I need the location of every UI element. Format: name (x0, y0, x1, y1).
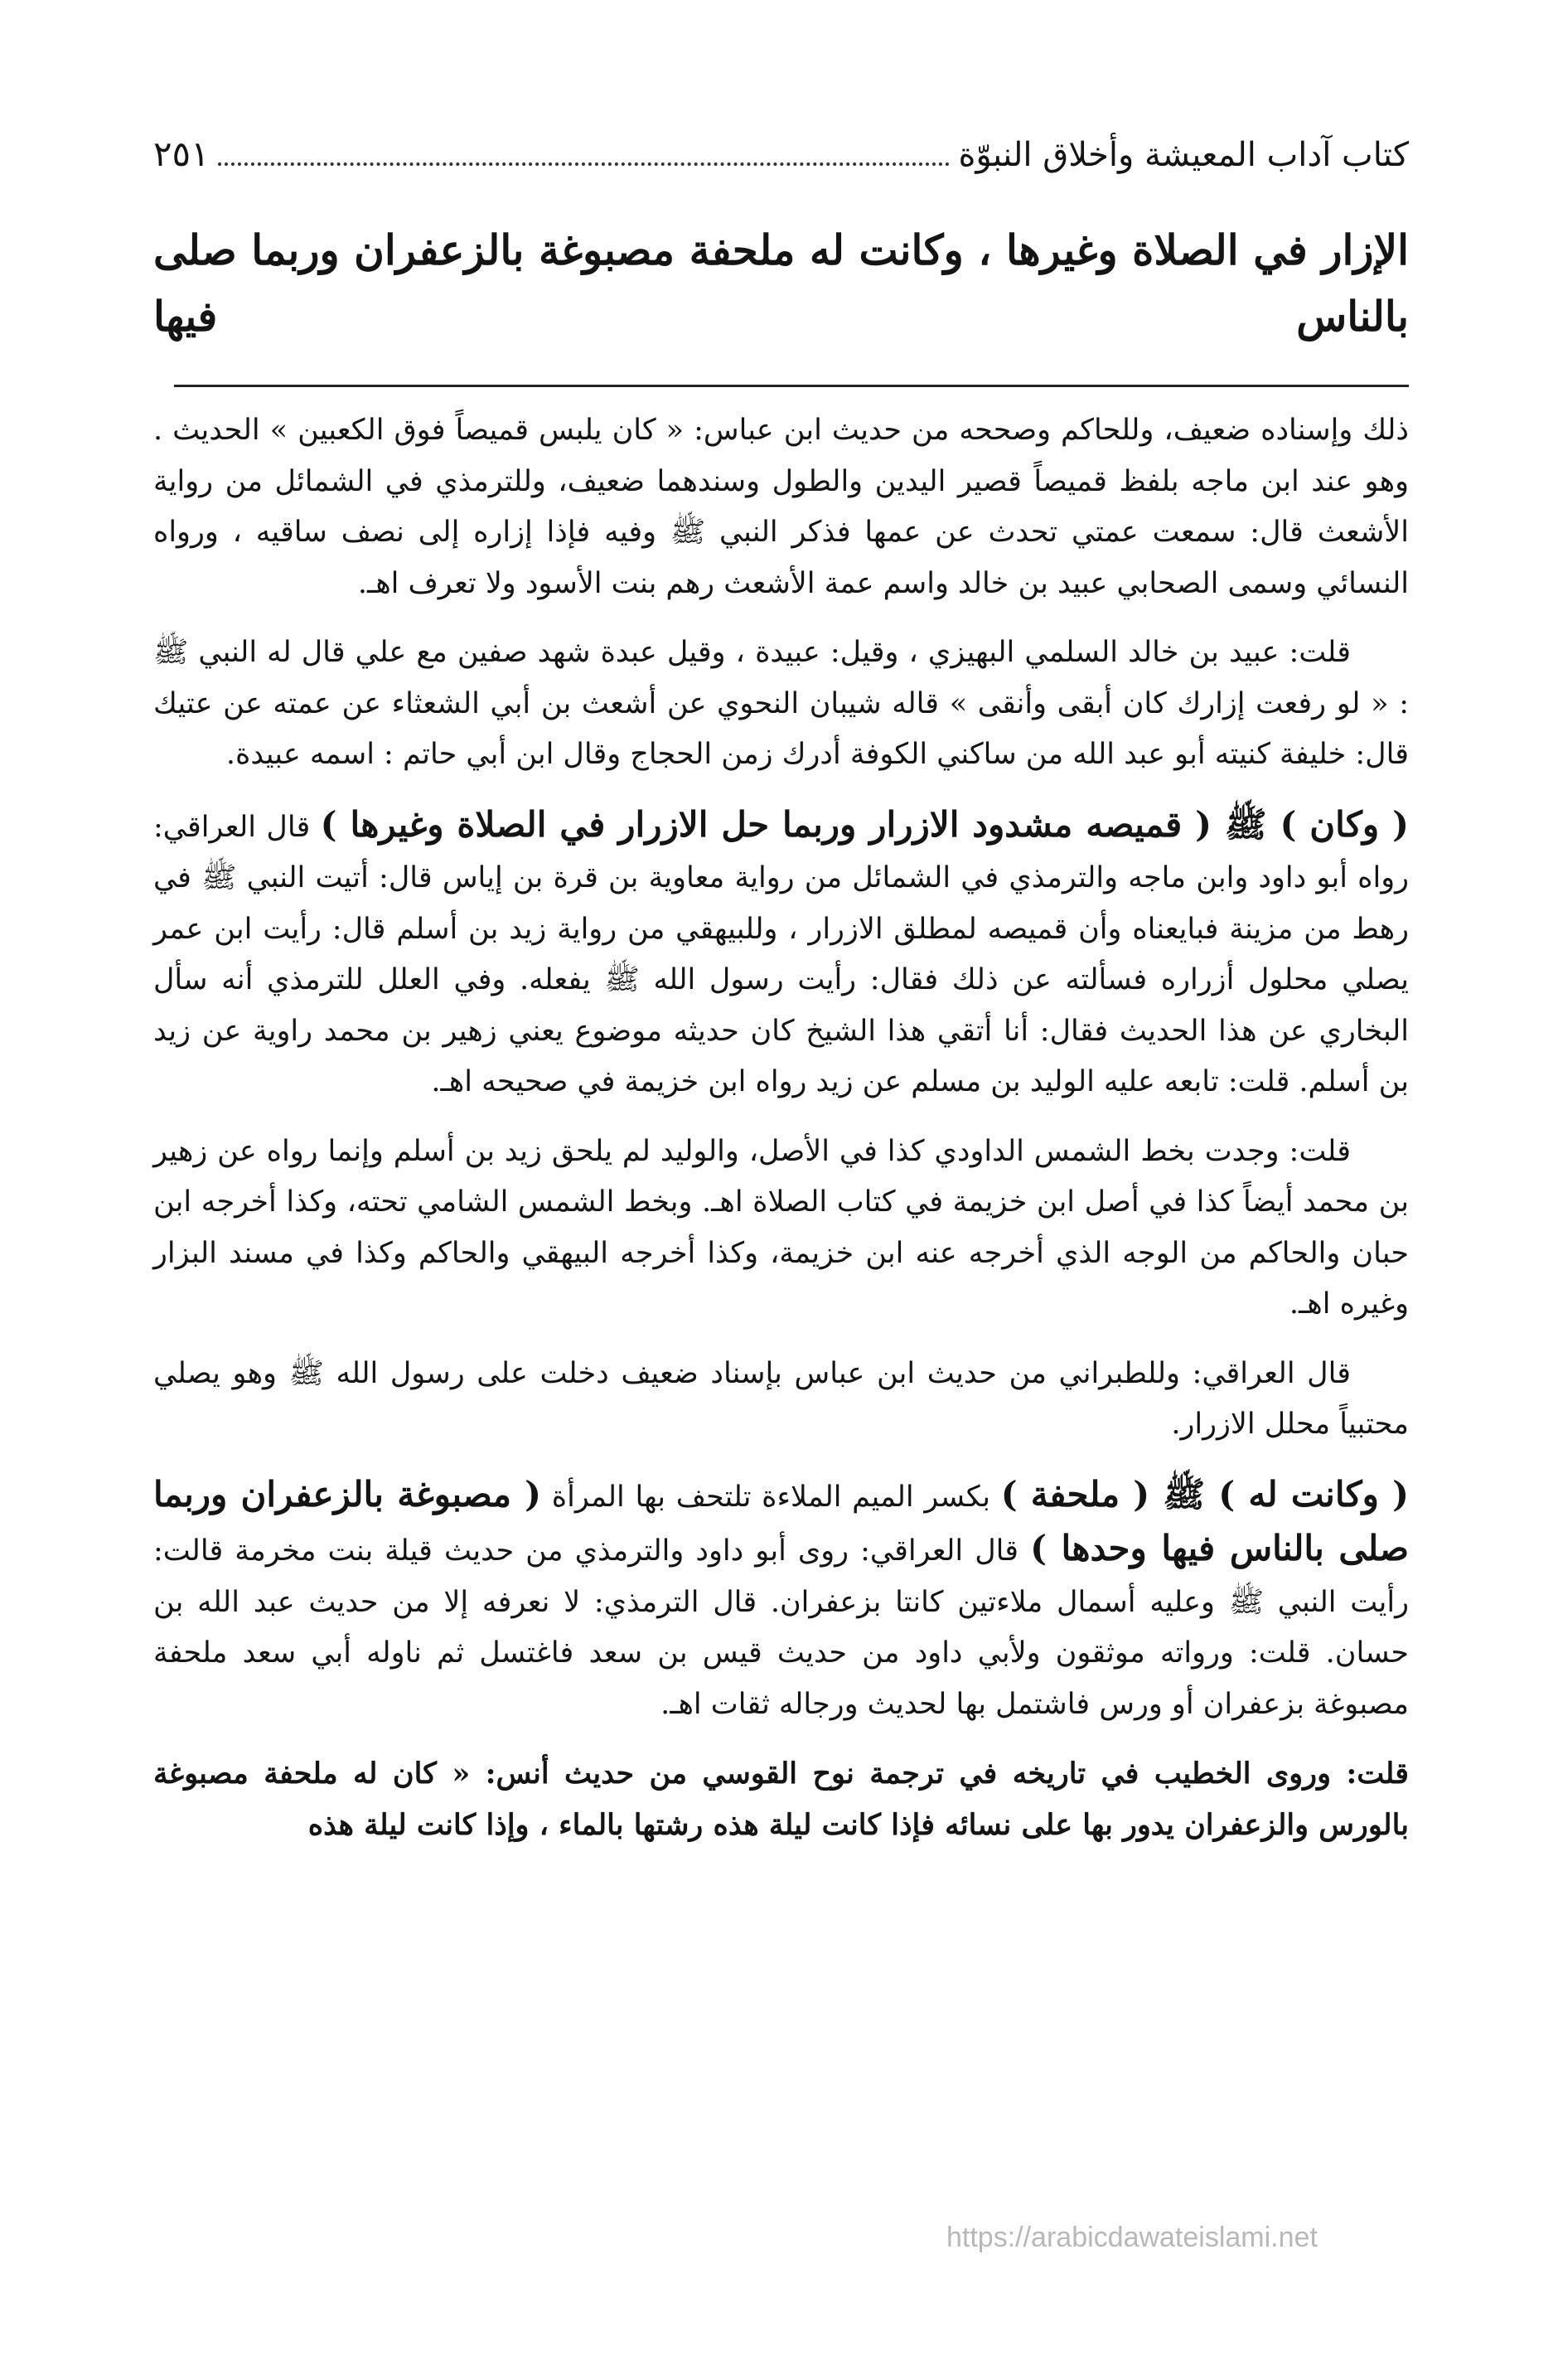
commentary-text: قال العراقي: رواه أبو داود وابن ماجه والترمذي في الشمائل من رواية معاوية بن قرة بن إياس قال: أتيت النبي ﷺ في رهط من مزينة فبايعناه وأن قميصه لمطلق الازرار ، وللبيهقي من رواية زيد بن أسلم قال: رأيت ابن عمر يصلي محلول أزراره فسألته عن ذلك فقال: رأيت رسول الله ﷺ يفعله. وفي العلل للترمذي أنه سأل البخاري عن هذا الحديث فقال: أنا أتقي هذا الشيخ كان حديثه موضوع يعني زهير بن محمد راوية عن زيد بن أسلم. قلت: تابعه عليه الوليد بن مسلم عن زيد رواه ابن خزيمة في صحيحه اهـ. (153, 810, 1409, 1098)
commentary-paragraph-3 (153, 799, 1409, 1108)
page-number: ٢٥١ (153, 133, 210, 174)
matn-quote: ( وكان ) ﷺ ( قميصه مشدود الازرار وربما حل الازرار في الصلاة وغيرها ) (320, 803, 1409, 845)
commentary-paragraph-4: قلت: وجدت بخط الشمس الداودي كذا في الأصل، والوليد لم يلحق زيد بن أسلم وإنما رواه عن زهير بن محمد أيضاً كذا في أصل ابن خزيمة في كتاب الصلاة اهـ. وبخط الشمس الشامي تحته، وكذا أخرجه ابن حبان والحاكم من الوجه الذي أخرجه عنه ابن خزيمة، وكذا أخرجه البيهقي والحاكم وكذا في مسند البزار وغيره اهـ. (153, 1134, 1409, 1321)
book-title: كتاب آداب المعيشة وأخلاق النبوّة (958, 136, 1409, 174)
running-header (153, 124, 1409, 184)
separator-rule (174, 385, 1409, 387)
book-page (153, 124, 1409, 1869)
matn-quote: ( مصبوغة بالزعفران وربما صلى بالناس فيها وحدها ) (153, 1473, 1409, 1568)
commentary-paragraph-5: قال العراقي: وللطبراني من حديث ابن عباس بإسناد ضعيف دخلت على رسول الله ﷺ وهو يصلي محتبياً محلل الازرار. (153, 1356, 1409, 1441)
commentary-paragraph-2: قلت: عبيد بن خالد السلمي البهيزي ، وقيل: عبيدة ، وقيل عبدة شهد صفين مع علي قال له النبي ﷺ : « لو رفعت إزارك كان أبقى وأنقى » قاله شيبان النحوي عن أشعث بن أبي الشعثاء عن عمته عن عتيك قال: خليفة كنيته أبو عبد الله من ساكني الكوفة أدرك زمن الحجاج وقال ابن أبي حاتم : اسمه عبيدة. (153, 636, 1409, 771)
commentary-text: بكسر الميم الملاءة تلتحف بها المرأة (541, 1480, 1001, 1514)
commentary (153, 405, 1409, 1850)
main-text: الإزار في الصلاة وغيرها ، وكانت له ملحفة مصبوغة بالزعفران وربما صلى بالناس فيها (153, 225, 1409, 341)
matn-quote: ( وكانت له ) ﷺ ( ملحفة ) (1000, 1473, 1409, 1515)
leader-dots (218, 138, 951, 166)
commentary-text: قال العراقي: روى أبو داود والترمذي من حديث قيلة بنت مخرمة قالت: رأيت النبي ﷺ وعليه أسمال ملاءتين كانتا بزعفران. قال الترمذي: لا نعرفه إلا من حديث عبد الله بن حسان. قلت: ورواته موثقون ولأبي داود من حديث قيس بن سعد فاغتسل ثم ناوله أبي سعد ملحفة مصبوغة بزعفران أو ورس فاشتمل بها لحديث ورجاله ثقات اهـ. (153, 1534, 1409, 1721)
commentary-paragraph-1: ذلك وإسناده ضعيف، وللحاكم وصححه من حديث ابن عباس: « كان يلبس قميصاً فوق الكعبين » الحديث . وهو عند ابن ماجه بلفظ قميصاً قصير اليدين والطول وسندهما ضعيف، وللترمذي في الشمائل من رواية الأشعث قال: سمعت عمتي تحدث عن عمها فذكر النبي ﷺ وفيه فإذا إزاره إلى نصف ساقيه ، ورواه النسائي وسمى الصحابي عبيد بن خالد واسم عمة الأشعث رهم بنت الأسود ولا تعرف اهـ. (153, 414, 1409, 600)
commentary-paragraph-7: قلت: وروى الخطيب في تاريخه في ترجمة نوح القوسي من حديث أنس: « كان له ملحفة مصبوغة بالورس والزعفران يدور بها على نسائه فإذا كانت ليلة هذه رشتها بالماء ، وإذا كانت ليلة هذه (153, 1757, 1409, 1842)
commentary-paragraph-6 (153, 1469, 1409, 1731)
watermark-url: https://arabicdawateislami.net (946, 2222, 1318, 2253)
